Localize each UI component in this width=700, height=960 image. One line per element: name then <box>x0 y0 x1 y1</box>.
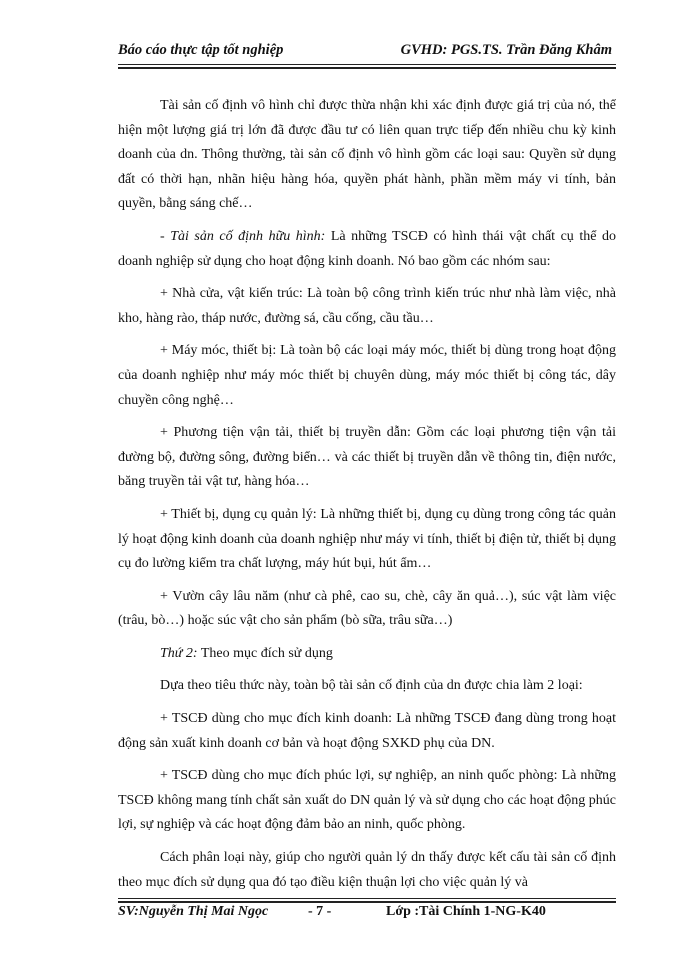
body-text <box>118 94 616 903</box>
paragraph-welfare-use: + TSCĐ dùng cho mục đích phúc lợi, sự nghiệp, an ninh quốc phòng: Là những TSCĐ không mang tính chất sản xuất do DN quản lý và sử dụng cho các hoạt động phúc lợi, sự nghiệp và các hoạt động đảm bảo an ninh, quốc phòng. <box>118 768 616 833</box>
paragraph-prefix: - <box>160 228 171 244</box>
page-header <box>118 38 616 66</box>
paragraph-second-criterion <box>118 642 616 667</box>
paragraph-classification-intro: Dựa theo tiêu thức này, toàn bộ tài sản cố định của dn được chia làm 2 loại: <box>160 678 583 694</box>
footer-page-number: - 7 - <box>308 904 332 919</box>
paragraph-business-use: + TSCĐ dùng cho mục đích kinh doanh: Là những TSCĐ đang dùng trong hoạt động sản xuất kinh doanh cơ bản và hoạt động SXKD phụ của DN. <box>118 711 616 751</box>
paragraph-intangible-assets: Tài sản cố định vô hình chỉ được thừa nhận khi xác định được giá trị của nó, thể hiện một lượng giá trị lớn đã được đầu tư có liên quan trực tiếp đến nhiều chu kỳ kinh doanh của dn. Thông thường, tài sản cố định vô hình gồm các loại sau: Quyền sử dụng đất có thời hạn, nhãn hiệu hàng hóa, quyền phát hành, phần mềm máy vi tính, bản quyền, bằng sáng chế… <box>118 98 616 212</box>
footer-class: Lớp :Tài Chính 1-NG-K40 <box>386 904 546 919</box>
paragraph-transport: + Phương tiện vận tải, thiết bị truyền dẫn: Gồm các loại phương tiện vận tải đường bộ, đường sông, đường biển… và các thiết bị truyền dẫn về thông tin, điện nước, băng truyền tải vật tư, hàng hóa… <box>118 425 616 490</box>
tangible-assets-definition: Là những TSCĐ có hình thái vật chất cụ thể do doanh nghiệp sử dụng cho hoạt động kinh doanh. Nó bao gồm các nhóm sau: <box>118 228 616 269</box>
paragraph-machinery: + Máy móc, thiết bị: Là toàn bộ các loại máy móc, thiết bị dùng trong hoạt động của doanh nghiệp như máy móc thiết bị chuyên dùng, máy móc thiết bị công tác, dây chuyền công nghệ… <box>118 343 616 408</box>
header-report-title: Báo cáo thực tập tốt nghiệp <box>118 42 284 58</box>
footer-student: SV:Nguyễn Thị Mai Ngọc <box>118 904 269 919</box>
header-supervisor: GVHD: PGS.TS. Trần Đăng Khâm <box>400 42 612 58</box>
paragraph-classification-benefit: Cách phân loại này, giúp cho người quản lý dn thấy được kết cấu tài sản cố định theo mục đích sử dụng qua đó tạo điều kiện thuận lợi cho việc quản lý và <box>118 850 616 890</box>
second-criterion-text: Theo mục đích sử dụng <box>197 645 333 661</box>
paragraph-tangible-assets <box>118 225 616 274</box>
paragraph-management-tools: + Thiết bị, dụng cụ quản lý: Là những thiết bị, dụng cụ dùng trong công tác quản lý hoạt động kinh doanh của doanh nghiệp như máy vi tính, thiết bị điện tử, thiết bị dụng cụ đo lường kiểm tra chất lượng, máy hút bụi, hút ẩm… <box>118 506 616 572</box>
page-footer <box>118 902 616 926</box>
paragraph-buildings: + Nhà cửa, vật kiến trúc: Là toàn bộ công trình kiến trúc như nhà làm việc, nhà kho, hàng rào, tháp nước, đường sá, cầu cống, cầu tầu… <box>118 286 616 326</box>
second-criterion-label: Thứ 2: <box>160 645 198 661</box>
header-rule <box>118 64 616 69</box>
paragraph-perennial-plants: + Vườn cây lâu năm (như cà phê, cao su, chè, cây ăn quả…), súc vật làm việc (trâu, bò…) hoặc súc vật cho sản phẩm (bò sữa, trâu sữa…) <box>118 588 616 629</box>
tangible-assets-term: Tài sản cố định hữu hình: <box>170 228 326 244</box>
